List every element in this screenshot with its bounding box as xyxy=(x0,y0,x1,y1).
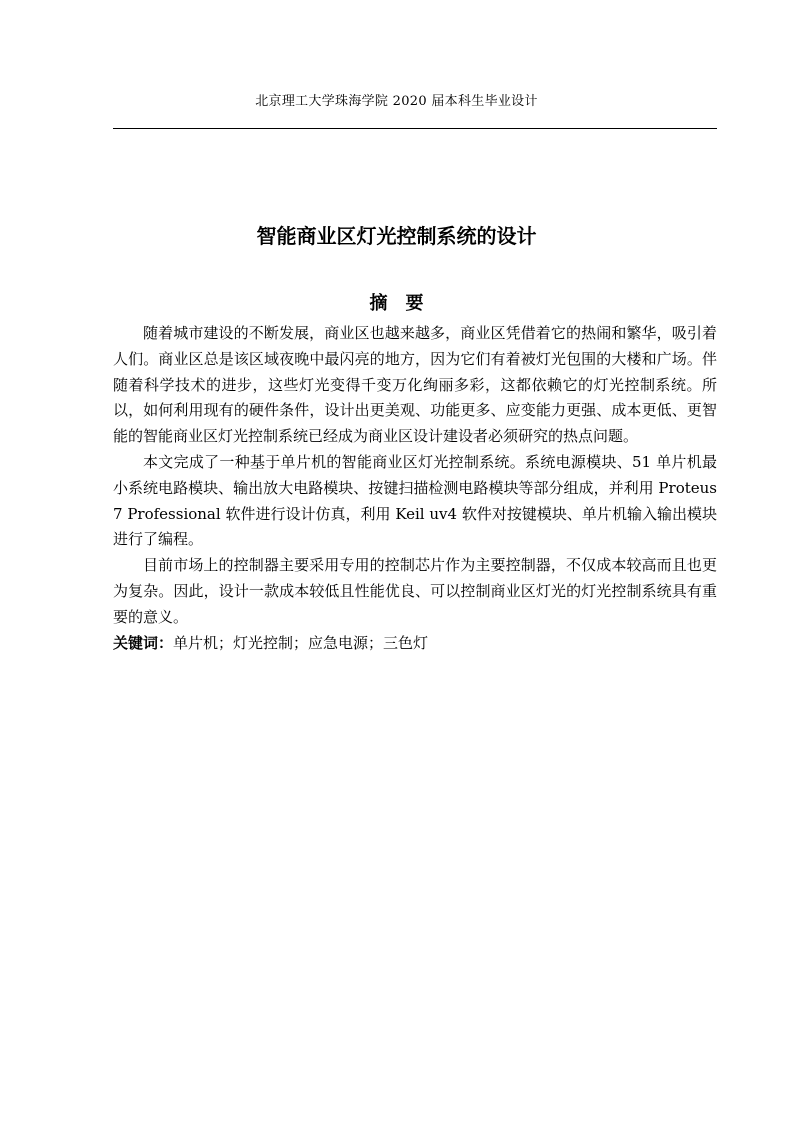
keywords-label: 关键词： xyxy=(113,633,174,652)
abstract-heading: 摘要 xyxy=(369,293,442,314)
abstract-paragraph: 目前市场上的控制器主要采用专用的控制芯片作为主要控制器，不仅成本较高而且也更为复杂。因此，设计一款成本较低且性能优良、可以控制商业区灯光的灯光控制系统具有重要的意义。 xyxy=(113,556,717,626)
abstract-paragraph: 随着城市建设的不断发展，商业区也越来越多，商业区凭借着它的热闹和繁华，吸引着人们。商业区总是该区域夜晚中最闪亮的地方，因为它们有着被灯光包围的大楼和广场。伴随着科学技术的进步，这些灯光变得千变万化绚丽多彩，这都依赖它的灯光控制系统。所以，如何利用现有的硬件条件，设计出更美观、功能更多、应变能力更强、成本更低、更智能的智能商业区灯光控制系统已经成为商业区设计建设者必须研究的热点问题。 xyxy=(113,324,717,446)
keywords-list: 单片机；灯光控制；应急电源；三色灯 xyxy=(173,633,429,652)
abstract-body xyxy=(113,321,717,656)
page-header: 北京理工大学珠海学院 2020 届本科生毕业设计 xyxy=(255,94,538,109)
header-rule xyxy=(113,128,717,129)
keywords-line xyxy=(113,631,717,657)
abstract-paragraph: 本文完成了一种基于单片机的智能商业区灯光控制系统。系统电源模块、51 单片机最小系统电路模块、输出放大电路模块、按键扫描检测电路模块等部分组成，并利用 Proteus 7 Professional 软件进行设计仿真，利用 Keil uv4 软件对按键模块、单片机输入输出模块进行了编程。 xyxy=(113,452,717,549)
thesis-title: 智能商业区灯光控制系统的设计 xyxy=(256,224,537,248)
